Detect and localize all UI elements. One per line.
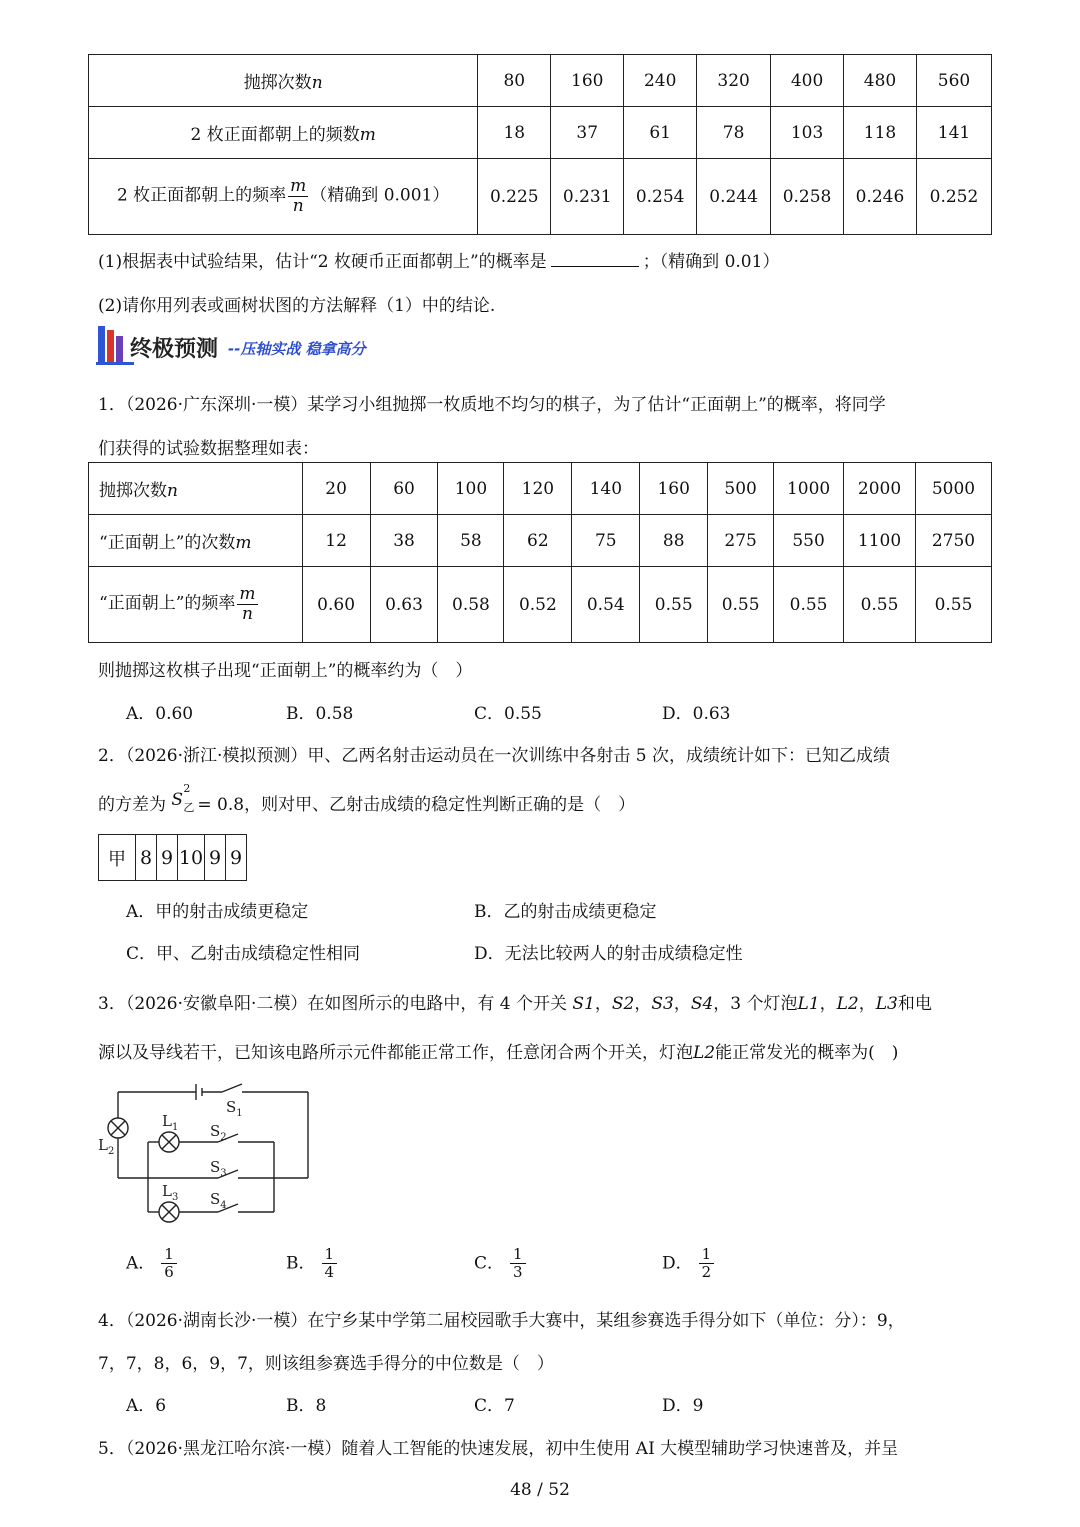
table-row (89, 55, 992, 107)
q2-option-b[interactable]: B．乙的射击成绩更稳定 (474, 902, 657, 922)
table-cell: 2750 (915, 515, 991, 567)
table-cell: 0.244 (697, 159, 771, 235)
q1-option-d[interactable]: D．0.63 (662, 704, 731, 724)
table-cell: 0.231 (551, 159, 624, 235)
table-cell: 240 (624, 55, 697, 107)
banner-title: 终极预测 (130, 337, 219, 362)
svg-text:S3: $S_3$ (210, 1158, 227, 1179)
table-cell: 103 (771, 107, 844, 159)
q3-option-d[interactable]: D． $\frac{1}{2}$ (662, 1246, 714, 1282)
row-header: “正面朝上”的次数m (89, 515, 303, 567)
q2-option-c[interactable]: C．甲、乙射击成绩稳定性相同 (126, 944, 361, 964)
table-cell: 100 (438, 463, 504, 515)
table-cell: 37 (551, 107, 624, 159)
table-cell: 0.55 (708, 567, 774, 643)
row-header: “正面朝上”的频率 $\frac{m}{n}$ (89, 567, 303, 643)
question-part-2: (2)请你用列表或画树状图的方法解释（1）中的结论. (98, 296, 496, 316)
table-cell: 550 (774, 515, 844, 567)
table-cell: 18 (478, 107, 551, 159)
table-cell: 118 (844, 107, 917, 159)
table-cell: 0.252 (916, 159, 991, 235)
table-cell: 320 (697, 55, 771, 107)
row-header: 抛掷次数n (89, 463, 303, 515)
score-table (98, 834, 247, 881)
table-cell: 140 (572, 463, 640, 515)
banner-subtitle: --压轴实战 稳拿高分 (228, 340, 366, 358)
q3-line1: 3．（2026·安徽阜阳·二模）在如图所示的电路中，有 4 个开关 S1，S2，S3，S4，3 个灯泡L1，L2，L3和电 (98, 994, 932, 1014)
table-cell: 500 (708, 463, 774, 515)
table-cell: 0.55 (774, 567, 844, 643)
table-cell: 62 (504, 515, 572, 567)
table-cell: 5000 (915, 463, 991, 515)
page-number: 48 / 52 (510, 1480, 570, 1500)
table-cell: 9 (157, 835, 178, 881)
table-cell: 141 (916, 107, 991, 159)
table-cell: 38 (370, 515, 438, 567)
row-header: 2 枚正面都朝上的频数m (89, 107, 478, 159)
q2-line1: 2．（2026·浙江·模拟预测）甲、乙两名射击运动员在一次训练中各射击 5 次，成绩统计如下：已知乙成绩 (98, 746, 891, 766)
table-cell: 0.55 (844, 567, 916, 643)
table-cell: 400 (771, 55, 844, 107)
table-cell: 8 (136, 835, 157, 881)
svg-text:S4: $S_4$ (210, 1190, 227, 1211)
q1-option-a[interactable]: A．0.60 (126, 704, 194, 724)
row-header: 2 枚正面都朝上的频率 $\frac{m}{n}$ （精确到 0.001） (89, 159, 478, 235)
table-cell: 0.258 (771, 159, 844, 235)
table-row (89, 463, 992, 515)
table-cell: 0.58 (438, 567, 504, 643)
q1-option-b[interactable]: B．0.58 (286, 704, 354, 724)
q3-option-c[interactable]: C． $\frac{1}{3}$ (474, 1246, 526, 1282)
table-cell: 0.63 (370, 567, 438, 643)
table-cell: 甲 (99, 835, 136, 881)
q3-option-a[interactable]: A． $\frac{1}{6}$ (126, 1246, 177, 1282)
table-cell: 0.55 (915, 567, 991, 643)
q1-option-c[interactable]: C．0.55 (474, 704, 542, 724)
table-cell: 78 (697, 107, 771, 159)
q3-option-b[interactable]: B． $\frac{1}{4}$ (286, 1246, 337, 1282)
table-cell: 0.225 (478, 159, 551, 235)
svg-text:L3: $L_3$ (162, 1182, 179, 1203)
table-cell: 61 (624, 107, 697, 159)
svg-text:S1: $S_1$ (226, 1098, 243, 1119)
q4-line1: 4．（2026·湖南长沙·一模）在宁乡某中学第二届校园歌手大赛中，某组参赛选手得分如下（单位：分）：9， (98, 1311, 905, 1331)
table-row (89, 515, 992, 567)
q2-option-a[interactable]: A．甲的射击成绩更稳定 (126, 902, 309, 922)
question-part-1: (1)根据表中试验结果，估计“2 枚硬币正面都朝上”的概率是 ；（精确到 0.01） (98, 252, 780, 272)
q2-line2: 的方差为 S 2 乙 = 0.8，则对甲、乙射击成绩的稳定性判断正确的是（ ） (98, 782, 636, 815)
table-cell: 2000 (844, 463, 916, 515)
table-cell: 160 (640, 463, 708, 515)
table-row (99, 835, 247, 881)
table-cell: 80 (478, 55, 551, 107)
q1-line1: 1．（2026·广东深圳·一模）某学习小组抛掷一枚质地不均匀的棋子，为了估计“正面朝上”的概率，将同学 (98, 395, 886, 415)
q4-option-b[interactable]: B．8 (286, 1396, 327, 1416)
table-row (89, 567, 992, 643)
table-cell: 160 (551, 55, 624, 107)
table-cell: 75 (572, 515, 640, 567)
q2-option-d[interactable]: D．无法比较两人的射击成绩稳定性 (474, 944, 743, 964)
row-header: 抛掷次数n (89, 55, 478, 107)
q5-line1: 5．（2026·黑龙江哈尔滨·一模）随着人工智能的快速发展，初中生使用 AI 大模型辅助学习快速普及，并呈 (98, 1439, 899, 1459)
answer-blank[interactable] (551, 252, 639, 267)
table-cell: 12 (302, 515, 370, 567)
q4-line2: 7，7，8，6，9，7，则该组参赛选手得分的中位数是（ ） (98, 1354, 554, 1374)
table-cell: 120 (504, 463, 572, 515)
frequency-table-2 (88, 462, 992, 643)
q4-option-d[interactable]: D．9 (662, 1396, 704, 1416)
table-cell: 0.55 (640, 567, 708, 643)
variance-symbol: S 2 乙 (171, 782, 195, 814)
q3-line2: 源以及导线若干，已知该电路所示元件都能正常工作，任意闭合两个开关，灯泡L2能正常发光的概率为( ) (98, 1043, 899, 1063)
table-cell: 0.254 (624, 159, 697, 235)
table-cell: 0.60 (302, 567, 370, 643)
table-cell: 88 (640, 515, 708, 567)
table-cell: 1100 (844, 515, 916, 567)
table-cell: 560 (916, 55, 991, 107)
table-row (89, 107, 992, 159)
table-cell: 275 (708, 515, 774, 567)
table-cell: 58 (438, 515, 504, 567)
table-cell: 9 (226, 835, 247, 881)
q1-stem: 则抛掷这枚棋子出现“正面朝上”的概率约为（ ） (98, 661, 473, 681)
svg-text:S2: $S_2$ (210, 1122, 227, 1143)
circuit-diagram (96, 1080, 316, 1224)
table-cell: 0.54 (572, 567, 640, 643)
table-row (89, 159, 992, 235)
table-cell: 1000 (774, 463, 844, 515)
q4-option-a[interactable]: A．6 (126, 1396, 167, 1416)
table-cell: 480 (844, 55, 917, 107)
svg-text:L2: $L_2$ (98, 1136, 115, 1157)
table-cell: 9 (205, 835, 226, 881)
section-banner (96, 322, 496, 366)
q4-option-c[interactable]: C．7 (474, 1396, 515, 1416)
table-cell: 20 (302, 463, 370, 515)
table-cell: 0.52 (504, 567, 572, 643)
frequency-table-1 (88, 54, 992, 235)
svg-text:L1: $L_1$ (162, 1112, 179, 1133)
table-cell: 0.246 (844, 159, 917, 235)
table-cell: 10 (178, 835, 205, 881)
q1-line2: 们获得的试验数据整理如表： (98, 439, 319, 459)
table-cell: 60 (370, 463, 438, 515)
